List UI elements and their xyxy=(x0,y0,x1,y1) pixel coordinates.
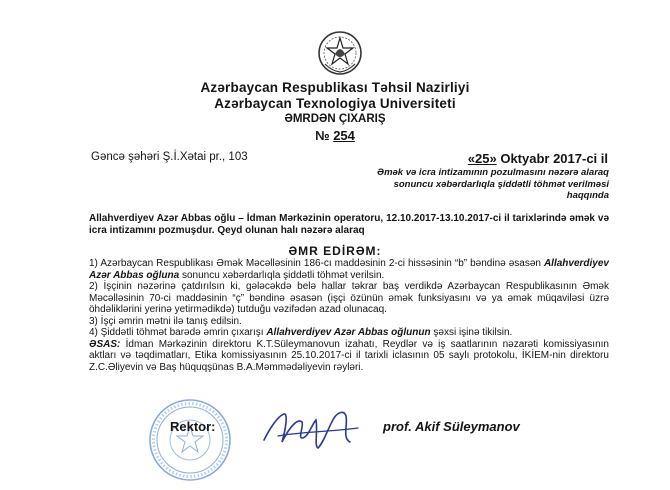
order-body xyxy=(89,258,609,373)
number-sign: № xyxy=(315,128,330,143)
order-item-1-text-a: 1) Azərbaycan Respublikası Əmək Məcəlləsinin 186-cı maddəsinin 2-ci hissəsinin “b” bəndinə əsasən xyxy=(89,258,544,269)
signatory-title: Rektor: xyxy=(170,419,216,434)
basis-paragraph xyxy=(89,339,609,374)
handwritten-signature xyxy=(258,398,368,458)
order-item-2: 2) İşçinin nəzərinə çatdırılsın ki, gələcəkdə belə hallar təkrar baş verdikdə Azərbaycan Respublikasının Əmək Məcəlləsinin 70-ci maddəsinin “ç” bəndinə əsasən (işçi özünün əmək funksiyasını və ya əmək müqaviləsi üzrə öhdəliklərini yerinə yetirmədikdə) tutduğu vəzifədən azad olunacaq. xyxy=(89,281,609,315)
order-item-4-text-b: şəxsi işinə tikilsin. xyxy=(430,327,513,338)
order-date-day: «25» xyxy=(467,151,497,166)
employee-name-genitive: Allahverdiyev Azər Abbas oğlunun xyxy=(266,327,431,338)
document-type: ƏMRDƏN ÇIXARIŞ xyxy=(284,113,386,125)
signatory-name: prof. Akif Süleymanov xyxy=(383,419,520,434)
order-date-rest: Oktyabr 2017-ci il xyxy=(496,151,608,166)
order-date xyxy=(468,151,608,166)
order-subject: Əmək və icra intizamının pozulmasını nəzərə alaraq sonuncu xəbərdarlıqla şiddətli töhmət verilməsi haqqında xyxy=(376,167,609,201)
address: Gəncə şəhəri Ş.İ.Xətai pr., 103 xyxy=(91,151,248,163)
university-stamp xyxy=(148,398,232,482)
state-emblem-icon xyxy=(317,30,363,76)
intro-paragraph: Allahverdiyev Azər Abbas oğlu – İdman Mərkəzinin operatoru, 12.10.2017-13.10.2017-ci il tarixlərində əmək və icra intizamını pozmuşdur. Qeyd olunan halı nəzərə alaraq xyxy=(89,213,609,236)
basis-text: İdman Mərkəzinin direktoru K.T.Süleymanovun izahatı, Reydlər və iş saatlarının nəzarəti komissiyasının aktları və təqdimatları, Etika komissiyasının 25.10.2017-ci il tarixli iclasının 05 saylı protokolu, İKİEM-nin direktoru Z.C.Əliyevin və Baş hüquqşünas B.A.Məmmədəliyevin rəyləri. xyxy=(89,338,609,373)
basis-label: ƏSAS: xyxy=(89,338,121,350)
order-number: 254 xyxy=(333,128,355,143)
university-name: Azərbaycan Texnologiya Universiteti xyxy=(214,96,456,111)
order-item-1 xyxy=(89,258,609,281)
order-number-line xyxy=(0,128,670,143)
order-item-4 xyxy=(89,327,609,339)
order-item-1-text-b: sonuncu xəbərdarlıqla şiddətli töhmət verilsin. xyxy=(179,269,385,281)
order-item-3: 3) İşçi əmrin mətni ilə tanış edilsin. xyxy=(89,315,242,327)
ministry-name: Azərbaycan Respublikası Təhsil Nazirliyi xyxy=(200,80,470,95)
order-title: ƏMR EDİRƏM: xyxy=(288,244,382,258)
order-item-4-text-a: 4) Şiddətli töhmət barədə əmrin çıxarışı xyxy=(89,327,267,338)
employee-name: Allahverdiyev Azər Abbas oğluna xyxy=(89,258,609,281)
